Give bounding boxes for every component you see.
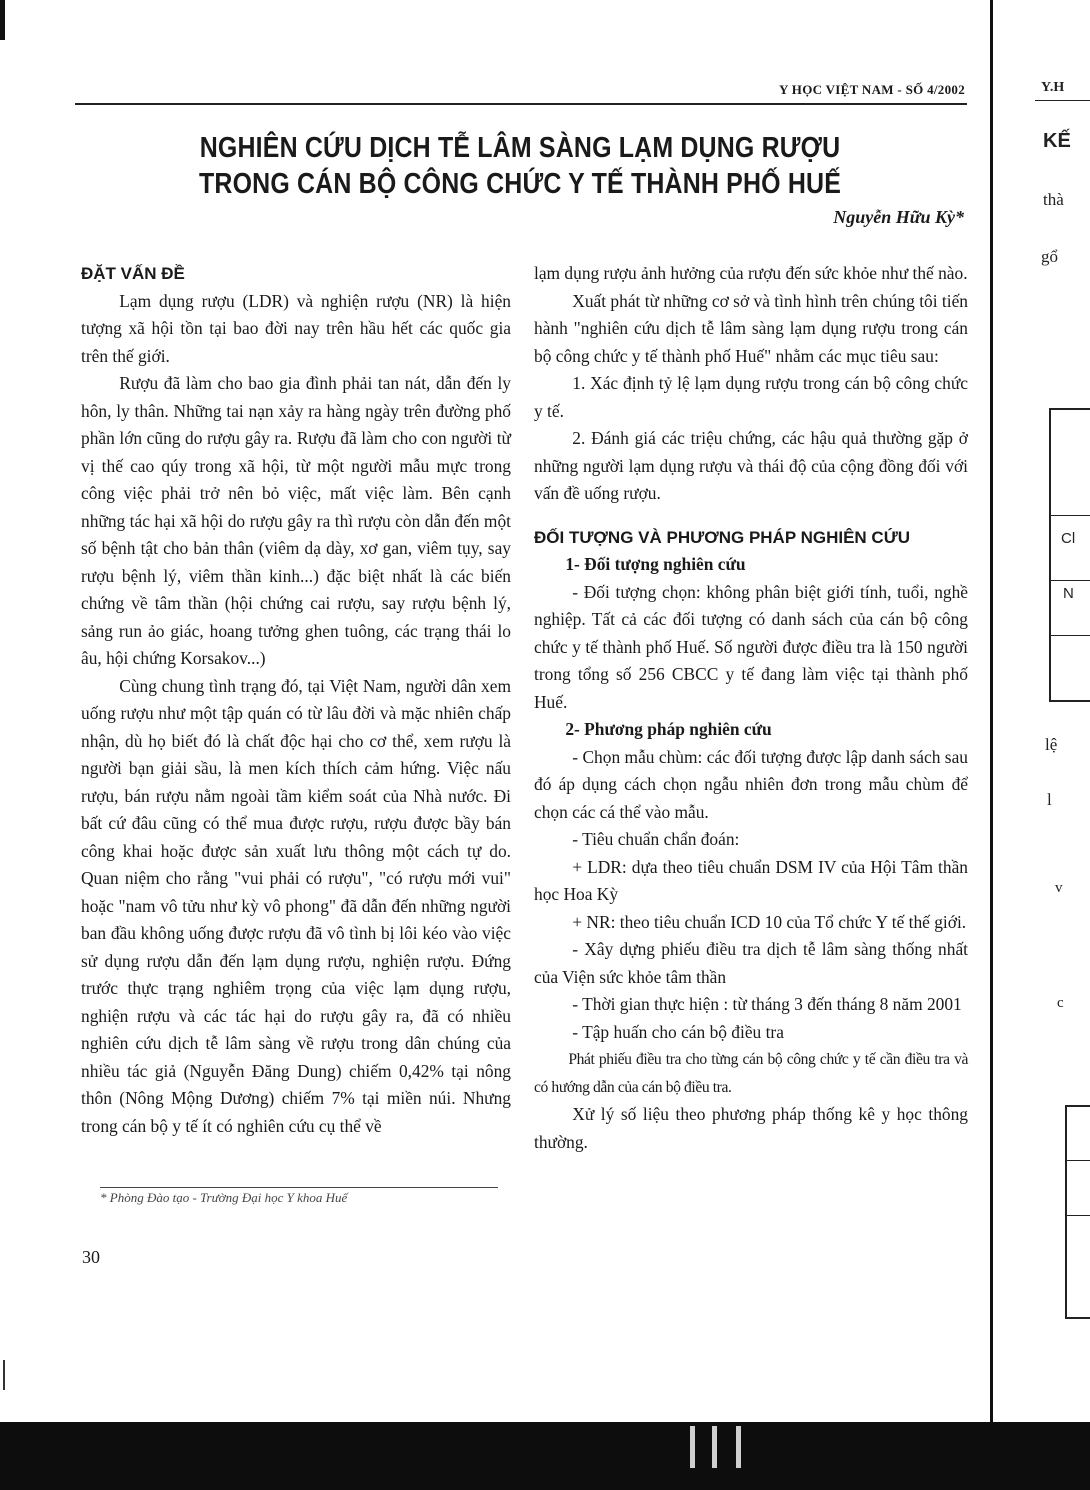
method-criteria: - Tiêu chuẩn chẩn đoán: — [572, 829, 740, 849]
aim-item-2: 2. Đánh giá các triệu chứng, các hậu quả thường gặp ở những người lạm dụng rượu và thái độ của cộng đồng đối với vấn đề uống rượu. — [534, 428, 968, 503]
edge-text: c — [1057, 995, 1064, 1011]
method-analysis: Xử lý số liệu theo phương pháp thống kê y học thông thường. — [534, 1104, 968, 1152]
title-line-1: NGHIÊN CỨU DỊCH TỄ LÂM SÀNG LẠM DỤNG RƯỢU — [199, 132, 841, 164]
running-head: Y HỌC VIỆT NAM - SỐ 4/2002 — [779, 82, 965, 97]
edge-table-rule — [1049, 635, 1090, 636]
left-column — [81, 260, 511, 1140]
method-questionnaire: - Xây dựng phiếu điều tra dịch tễ lâm sàng thống nhất của Viện sức khỏe tâm thần — [534, 939, 968, 987]
section-gap — [534, 508, 968, 524]
edge-text: gổ — [1041, 247, 1058, 266]
method-sampling: - Chọn mẫu chùm: các đối tượng được lập danh sách sau đó áp dụng cách chọn ngẫu nhiên đơn trong mẫu chùm để chọn các cá thể vào mẫu. — [534, 746, 968, 822]
article-title — [150, 130, 890, 202]
scan-band-gap — [736, 1426, 741, 1468]
footnote: * Phòng Đào tạo - Trường Đại học Y khoa Huế — [100, 1190, 348, 1205]
edge-text: thà — [1043, 190, 1064, 209]
edge-table-rule — [1049, 580, 1090, 581]
scan-band-gap — [690, 1426, 695, 1468]
adjacent-page-edge — [990, 0, 1090, 1422]
scan-edge-tick — [3, 1360, 17, 1390]
page-number: 30 — [82, 1247, 100, 1267]
right-column — [534, 260, 968, 1156]
edge-text: l — [1047, 790, 1052, 809]
paragraph-subjects: - Đối tượng chọn: không phân biệt giới tính, tuổi, nghề nghiệp. Tất cả các đối tượng có danh sách của cán bộ công chức y tế thành phố Huế. Số người được điều tra là 150 người trong tổng số 256 CBCC y tế đang làm việc tại thành phố Huế. — [534, 581, 968, 712]
method-distribution: Phát phiếu điều tra cho từng cán bộ công chức y tế cần điều tra và có hướng dẫn của cán bộ điều tra. — [534, 1051, 968, 1096]
aim-item-1: 1. Xác định tỷ lệ lạm dụng rượu trong cán bộ công chức y tế. — [534, 373, 968, 421]
method-criteria-ldr: + LDR: dựa theo tiêu chuẩn DSM IV của Hội Tâm thần học Hoa Kỳ — [534, 856, 968, 904]
edge-table-rule — [1065, 1160, 1090, 1161]
edge-table-rule — [1065, 1215, 1090, 1216]
section-heading-introduction: ĐẶT VẤN ĐỀ — [81, 264, 185, 283]
edge-table-rule — [1049, 515, 1090, 516]
section-heading-methods: ĐỐI TƯỢNG VÀ PHƯƠNG PHÁP NGHIÊN CỨU — [534, 527, 911, 547]
edge-table-frame — [1065, 1105, 1090, 1319]
edge-text: Y.H — [1041, 80, 1065, 95]
method-training: - Tập huấn cho cán bộ điều tra — [572, 1021, 784, 1042]
paragraph-aims: Xuất phát từ những cơ sở và tình hình trên chúng tôi tiến hành "nghiên cứu dịch tễ lâm sàng lạm dụng rượu trong cán bộ công chức y tế thành phố Huế" nhằm các mục tiêu sau: — [534, 290, 968, 366]
scan-band-gap — [712, 1426, 717, 1468]
edge-text: lệ — [1045, 735, 1058, 754]
edge-text: KẾ — [1043, 130, 1071, 152]
header-rule — [75, 103, 967, 105]
scan-edge-mark — [0, 0, 5, 40]
edge-text: v — [1055, 880, 1063, 896]
edge-rule — [1035, 100, 1090, 101]
subheading-methods: 2- Phương pháp nghiên cứu — [565, 719, 772, 739]
footnote-rule — [100, 1187, 498, 1188]
subheading-subjects: 1- Đối tượng nghiên cứu — [565, 554, 746, 574]
edge-table-frame — [1049, 408, 1090, 702]
edge-text: Cl — [1061, 530, 1076, 547]
paragraph-intro-2: Rượu đã làm cho bao gia đình phải tan nát, dẫn đến ly hôn, ly thân. Những tai nạn xảy ra hàng ngày trên đường phố phần lớn cũng do rượu gây ra. Rượu đã làm cho con người từ vị thế cao qúy trong xã hội, từ một người mẫu mực trong công việc phải trở nên bỏ việc, mất việc làm. Bên cạnh những tác hại xã hội do rượu gây ra thì rượu còn dẫn đến một số bệnh tật cho bản thân (viêm dạ dày, xơ gan, viêm tụy, say rượu bệnh lý, viêm thần kinh...) đặc biệt nhất là các biến chứng về tâm thần (hội chứng cai rượu, say rượu bệnh lý, sảng run ảo giác, hoang tưởng ghen tuông, các trạng thái lo âu, hội chứng Korsakov...) — [81, 373, 511, 668]
paragraph-continued: lạm dụng rượu ảnh hưởng của rượu đến sức khỏe như thế nào. — [534, 263, 968, 283]
author-name: Nguyễn Hữu Kỳ* — [833, 207, 964, 227]
paragraph-intro-3: Cùng chung tình trạng đó, tại Việt Nam, người dân xem uống rượu như một tập quán có từ lâu đời và mặc nhiên chấp nhận, dù họ biết đó là chất độc hại cho cơ thể, xem rượu là người bạn giải sầu, là men kích thích cảm hứng. Việc nấu rượu, bán rượu nằm ngoài tầm kiểm soát của Nhà nước. Đi bất cứ đâu cũng có thể mua được rượu, rượu được bầy bán công khai hoặc được sản xuất lưu thông một cách tự do. Quan niệm cho rằng "vui phải có rượu", "có rượu mới vui" hoặc "nam vô tửu như kỳ vô phong" đã dẫn đến những người ban đầu không uống được rượu đã vô tình bị lôi kéo vào việc sử dụng rượu dẫn đến lạm dụng rượu, nghiện rượu. Đứng trước thực trạng nghiêm trọng của việc lạm dụng rượu, nghiện rượu và các tác hại do rượu gây ra, đã có nhiều nghiên cứu dịch tễ lâm sàng về rượu trong dân chúng của nhiều tác giả (Nguyễn Đăng Dung) chiếm 0,42% tại nông thôn (Nông Mộng Dương) chiếm 7% tại miền núi. Nhưng trong cán bộ y tế ít có nghiên cứu cụ thể về — [81, 675, 511, 1136]
paragraph-intro-1: Lạm dụng rượu (LDR) và nghiện rượu (NR) là hiện tượng xã hội tồn tại bao đời nay trên hầu hết các quốc gia trên thế giới. — [81, 290, 511, 366]
title-line-2: TRONG CÁN BỘ CÔNG CHỨC Y TẾ THÀNH PHỐ HUẾ — [198, 168, 842, 200]
method-timeframe: - Thời gian thực hiện : từ tháng 3 đến tháng 8 năm 2001 — [572, 994, 962, 1014]
edge-text: N — [1063, 585, 1074, 602]
scan-bottom-band — [0, 1422, 1090, 1490]
method-criteria-nr: + NR: theo tiêu chuẩn ICD 10 của Tổ chức Y tế thế giới. — [572, 911, 967, 932]
